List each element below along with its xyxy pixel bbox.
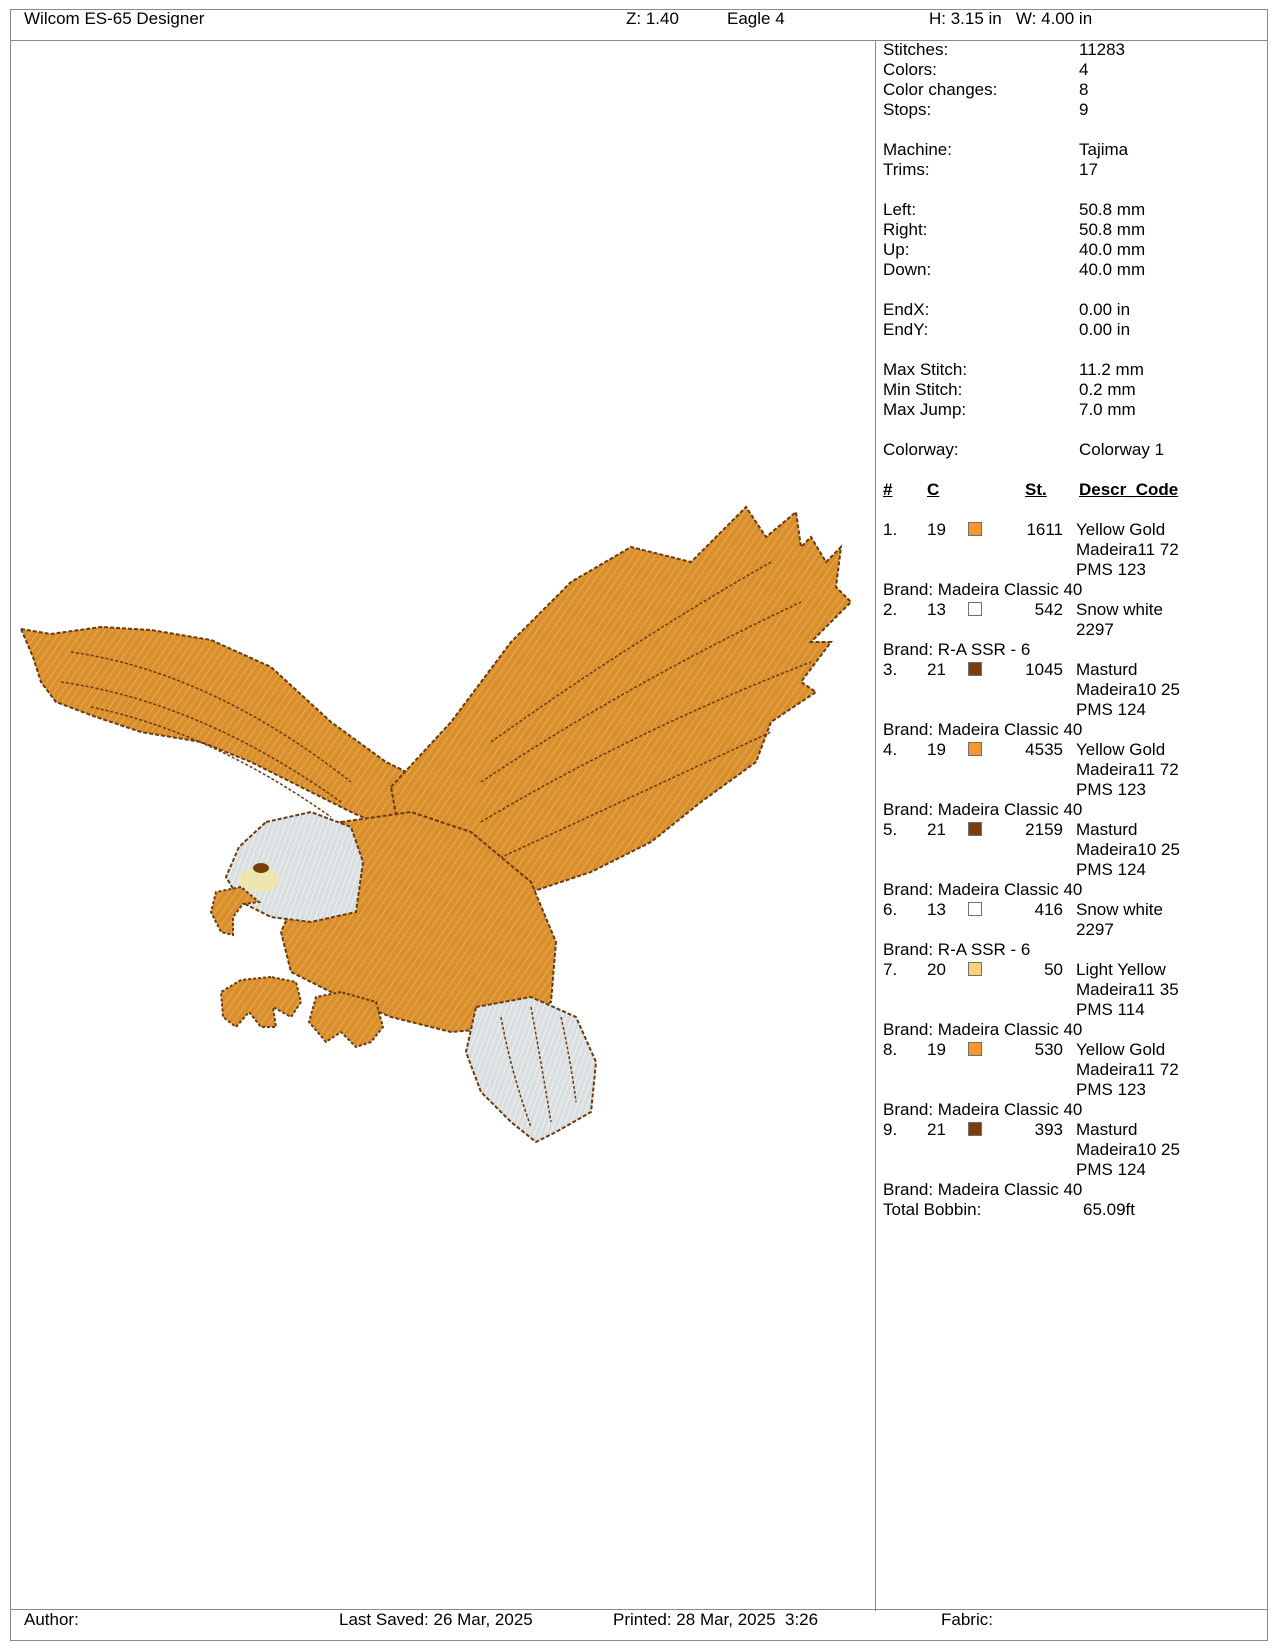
- pms-code-text: PMS 123: [1076, 780, 1146, 799]
- zoom-label: Z: 1.40: [626, 9, 679, 28]
- stat-label: Down:: [883, 260, 932, 279]
- color-code: 19: [927, 1040, 946, 1059]
- stat-value: 11.2 mm: [1079, 360, 1144, 379]
- design-name: Eagle 4: [727, 9, 785, 28]
- eagle-tail: [466, 997, 596, 1142]
- header-code: C: [927, 480, 940, 499]
- eagle-eye: [253, 863, 269, 873]
- color-row: [883, 740, 1263, 760]
- thread-name: Snow white: [1076, 900, 1163, 919]
- thread-name: Yellow Gold: [1076, 740, 1166, 759]
- color-code: 21: [927, 820, 946, 839]
- stat-value: 0.00 in: [1079, 300, 1131, 319]
- stat-label: Colorway:: [883, 440, 959, 459]
- color-number: 6.: [883, 900, 898, 919]
- stat-value: 17: [1079, 160, 1098, 179]
- brand-text: Brand: Madeira Classic 40: [883, 1100, 1083, 1119]
- color-number: 8.: [883, 1040, 898, 1059]
- stat-value: 8: [1079, 80, 1089, 99]
- pms-code-text: PMS 124: [1076, 860, 1146, 879]
- color-row: [883, 1120, 1263, 1140]
- stitch-count: 416: [1034, 900, 1063, 919]
- color-swatch: [968, 742, 982, 756]
- stitch-count: 542: [1034, 600, 1063, 619]
- color-row: [883, 1040, 1263, 1060]
- pms-code-text: PMS 123: [1076, 560, 1146, 579]
- color-number: 1.: [883, 520, 898, 539]
- stat-label: Color changes:: [883, 80, 998, 99]
- fabric-label: Fabric:: [941, 1610, 993, 1629]
- stat-label: Colors:: [883, 60, 937, 79]
- color-code: 21: [927, 660, 946, 679]
- color-code: 20: [927, 960, 946, 979]
- thread-code-text: Madeira10 25: [1076, 840, 1180, 859]
- stat-label: Right:: [883, 220, 928, 239]
- author-label: Author:: [24, 1610, 79, 1629]
- pms-code-text: PMS 114: [1076, 1000, 1145, 1019]
- stat-label: Trims:: [883, 160, 930, 179]
- color-number: 9.: [883, 1120, 898, 1139]
- color-code: 13: [927, 900, 946, 919]
- stat-label: Stitches:: [883, 40, 949, 59]
- stat-label: Max Stitch:: [883, 360, 968, 379]
- stitch-count: 4535: [1025, 740, 1063, 759]
- stat-value: 40.0 mm: [1079, 240, 1146, 259]
- brand-text: Brand: Madeira Classic 40: [883, 580, 1083, 599]
- color-row: [883, 520, 1263, 540]
- stat-value: 50.8 mm: [1079, 220, 1146, 239]
- header-stitches: St.: [1025, 480, 1047, 499]
- stat-value: 50.8 mm: [1079, 200, 1146, 219]
- color-number: 2.: [883, 600, 898, 619]
- stat-label: Stops:: [883, 100, 932, 119]
- thread-name: Masturd: [1076, 1120, 1138, 1139]
- stat-value: 7.0 mm: [1079, 400, 1136, 419]
- brand-text: Brand: Madeira Classic 40: [883, 800, 1083, 819]
- eagle-embroidery-image: [11, 42, 874, 1609]
- brand-text: Brand: R-A SSR - 6: [883, 640, 1031, 659]
- stat-label: EndX:: [883, 300, 930, 319]
- brand-text: Brand: Madeira Classic 40: [883, 1020, 1083, 1039]
- color-swatch: [968, 1122, 982, 1136]
- pms-code-text: PMS 124: [1076, 1160, 1146, 1179]
- bobbin-value: 65.09ft: [1083, 1200, 1135, 1219]
- color-row: [883, 820, 1263, 840]
- color-code: 19: [927, 520, 946, 539]
- color-row: [883, 900, 1263, 920]
- stat-value: Colorway 1: [1079, 440, 1165, 459]
- brand-text: Brand: R-A SSR - 6: [883, 940, 1031, 959]
- pms-code-text: PMS 124: [1076, 700, 1146, 719]
- stat-label: Left:: [883, 200, 917, 219]
- stitch-count: 50: [1044, 960, 1063, 979]
- thread-code-text: Madeira11 72: [1076, 540, 1179, 559]
- stat-value: 0.2 mm: [1079, 380, 1136, 399]
- stat-value: 4: [1079, 60, 1089, 79]
- color-code: 21: [927, 1120, 946, 1139]
- stat-value: 11283: [1079, 40, 1126, 59]
- last-saved: Last Saved: 26 Mar, 2025: [339, 1610, 533, 1629]
- stat-value: 40.0 mm: [1079, 260, 1146, 279]
- stat-label: Min Stitch:: [883, 380, 963, 399]
- color-code: 19: [927, 740, 946, 759]
- header-description: Descr_Code: [1079, 480, 1179, 499]
- color-number: 3.: [883, 660, 898, 679]
- bobbin-label: Total Bobbin:: [883, 1200, 982, 1219]
- thread-name: Yellow Gold: [1076, 1040, 1166, 1059]
- thread-code-text: Madeira11 35: [1076, 980, 1179, 999]
- color-swatch: [968, 602, 982, 616]
- stat-label: Machine:: [883, 140, 952, 159]
- thread-name: Masturd: [1076, 820, 1138, 839]
- color-number: 4.: [883, 740, 898, 759]
- stat-value: 0.00 in: [1079, 320, 1131, 339]
- color-swatch: [968, 1042, 982, 1056]
- color-swatch: [968, 522, 982, 536]
- thread-name: Masturd: [1076, 660, 1138, 679]
- stat-label: Up:: [883, 240, 910, 259]
- brand-text: Brand: Madeira Classic 40: [883, 880, 1083, 899]
- color-swatch: [968, 822, 982, 836]
- pms-code-text: PMS 123: [1076, 1080, 1146, 1099]
- panel-divider: [875, 41, 876, 1611]
- thread-name: Yellow Gold: [1076, 520, 1166, 539]
- left-wing: [21, 627, 431, 832]
- design-size: H: 3.15 in W: 4.00 in: [929, 9, 1093, 28]
- color-swatch: [968, 662, 982, 676]
- thread-code-text: 2297: [1076, 620, 1114, 639]
- thread-code-text: Madeira11 72: [1076, 1060, 1179, 1079]
- stitch-count: 1611: [1026, 520, 1063, 539]
- eagle-head: [226, 812, 363, 922]
- stat-label: EndY:: [883, 320, 929, 339]
- thread-code-text: Madeira10 25: [1076, 680, 1180, 699]
- left-talons: [221, 977, 301, 1027]
- thread-code-text: Madeira11 72: [1076, 760, 1179, 779]
- stat-label: Max Jump:: [883, 400, 967, 419]
- brand-text: Brand: Madeira Classic 40: [883, 1180, 1083, 1199]
- stitch-count: 1045: [1025, 660, 1063, 679]
- header-number: #: [883, 480, 893, 499]
- color-number: 7.: [883, 960, 898, 979]
- thread-name: Snow white: [1076, 600, 1163, 619]
- color-row: [883, 960, 1263, 980]
- stitch-count: 393: [1034, 1120, 1063, 1139]
- color-swatch: [968, 902, 982, 916]
- printed-date: Printed: 28 Mar, 2025 3:26: [613, 1610, 819, 1629]
- stitch-count: 2159: [1025, 820, 1063, 839]
- app-title: Wilcom ES-65 Designer: [24, 9, 205, 28]
- stat-value: Tajima: [1079, 140, 1129, 159]
- thread-code-text: 2297: [1076, 920, 1114, 939]
- color-code: 13: [927, 600, 946, 619]
- thread-name: Light Yellow: [1076, 960, 1166, 979]
- thread-code-text: Madeira10 25: [1076, 1140, 1180, 1159]
- stitch-count: 530: [1034, 1040, 1063, 1059]
- design-canvas: [11, 42, 874, 1609]
- stat-value: 9: [1079, 100, 1089, 119]
- color-row: [883, 660, 1263, 680]
- color-number: 5.: [883, 820, 898, 839]
- color-swatch: [968, 962, 982, 976]
- brand-text: Brand: Madeira Classic 40: [883, 720, 1083, 739]
- color-row: [883, 600, 1263, 620]
- right-talons: [309, 992, 383, 1047]
